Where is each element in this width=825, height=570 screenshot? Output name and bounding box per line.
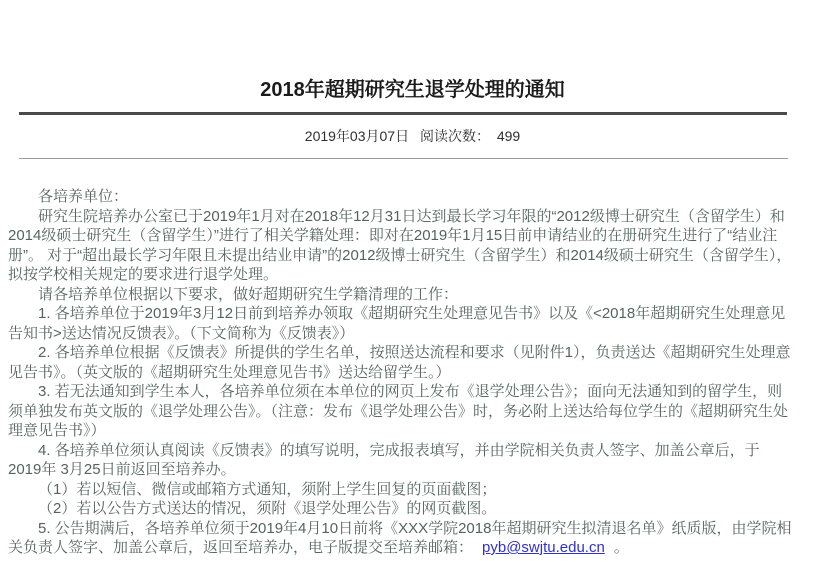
closing-text-after: 。 [613, 539, 629, 556]
body-paragraph-requirements-lead: 请各培养单位根据以下要求，做好超期研究生学籍清理的工作： [38, 285, 459, 303]
views-count: 499 [496, 128, 521, 144]
body-paragraph-item-1: 1. 各培养单位于2019年3月12日前到培养办领取《超期研究生处理意见告书》以及《<2018年超期研究生处理意见告知书>送达情况反馈表》。（下文简称为《反馈表》） [8, 305, 786, 342]
body-paragraph-item-4-sub-2: （2）若以公告方式送达的情况，须附《退学处理公告》的网页截图。 [38, 500, 497, 517]
body-paragraph-item-3: 3. 若无法通知到学生本人，各培养单位须在本单位的网页上发布《退学处理公告》；面向无法通知到的留学生，则须单独发布英文版的《退学处理公告》。（注意：发布《退学处理公告》时，务必附上送达给每位学生的《超期研究生处理意见告书》） [8, 383, 789, 439]
email-link[interactable]: pyb@swjtu.edu.cn [482, 539, 605, 556]
body-paragraph-intro: 研究生院培养办公室已于2019年1月对在2018年12月31日达到最长学习年限的“2012级博士研究生（含留学生）和2014级硕士研究生（含留学生）”进行了相关学籍处理：即对在2019年1月15日前申请结业的在册研究生进行了“结业注册”。 对于“超出最长学习年限且未提出结业申请”的2012级博士研究生（含留学生）和2014级硕士研究生（含留学生），拟按学校相关规定的要求进行退学处理。 [8, 207, 792, 283]
closing-text-before: 5. 公告期满后，各培养单位须于2019年4月10日前将《XXX学院2018年超期研究生拟清退名单》纸质版，由学院相关负责人签字、加盖公章后，返回至培养办，电子版提交至培养邮箱： [8, 519, 792, 556]
title-divider [19, 112, 787, 115]
body-paragraph-item-2: 2. 各培养单位根据《反馈表》所提供的学生名单，按照送达流程和要求（见附件1），负责送达《超期研究生处理意见告书》。（英文版的《超期研究生处理意见告书》送达给留学生。） [8, 344, 791, 381]
body-paragraph-item-4-sub-1: （1）若以短信、微信或邮箱方式通知，须附上学生回复的页面截图； [38, 480, 497, 498]
notice-body [8, 187, 792, 558]
body-paragraph-item-5 [8, 519, 792, 558]
views-label: 阅读次数： [419, 128, 490, 144]
meta-divider [19, 158, 788, 159]
body-paragraph-salutation: 各培养单位： [38, 188, 129, 205]
publish-date: 2019年03月07日 [304, 128, 410, 144]
page-title: 2018年超期研究生退学处理的通知 [260, 79, 565, 101]
meta-line [0, 128, 825, 144]
body-paragraph-item-4: 4. 各培养单位须认真阅读《反馈表》的填写说明，完成报表填写，并由学院相关负责人签字、加盖公章后，于2019年 3月25日前返回至培养办。 [8, 441, 760, 478]
